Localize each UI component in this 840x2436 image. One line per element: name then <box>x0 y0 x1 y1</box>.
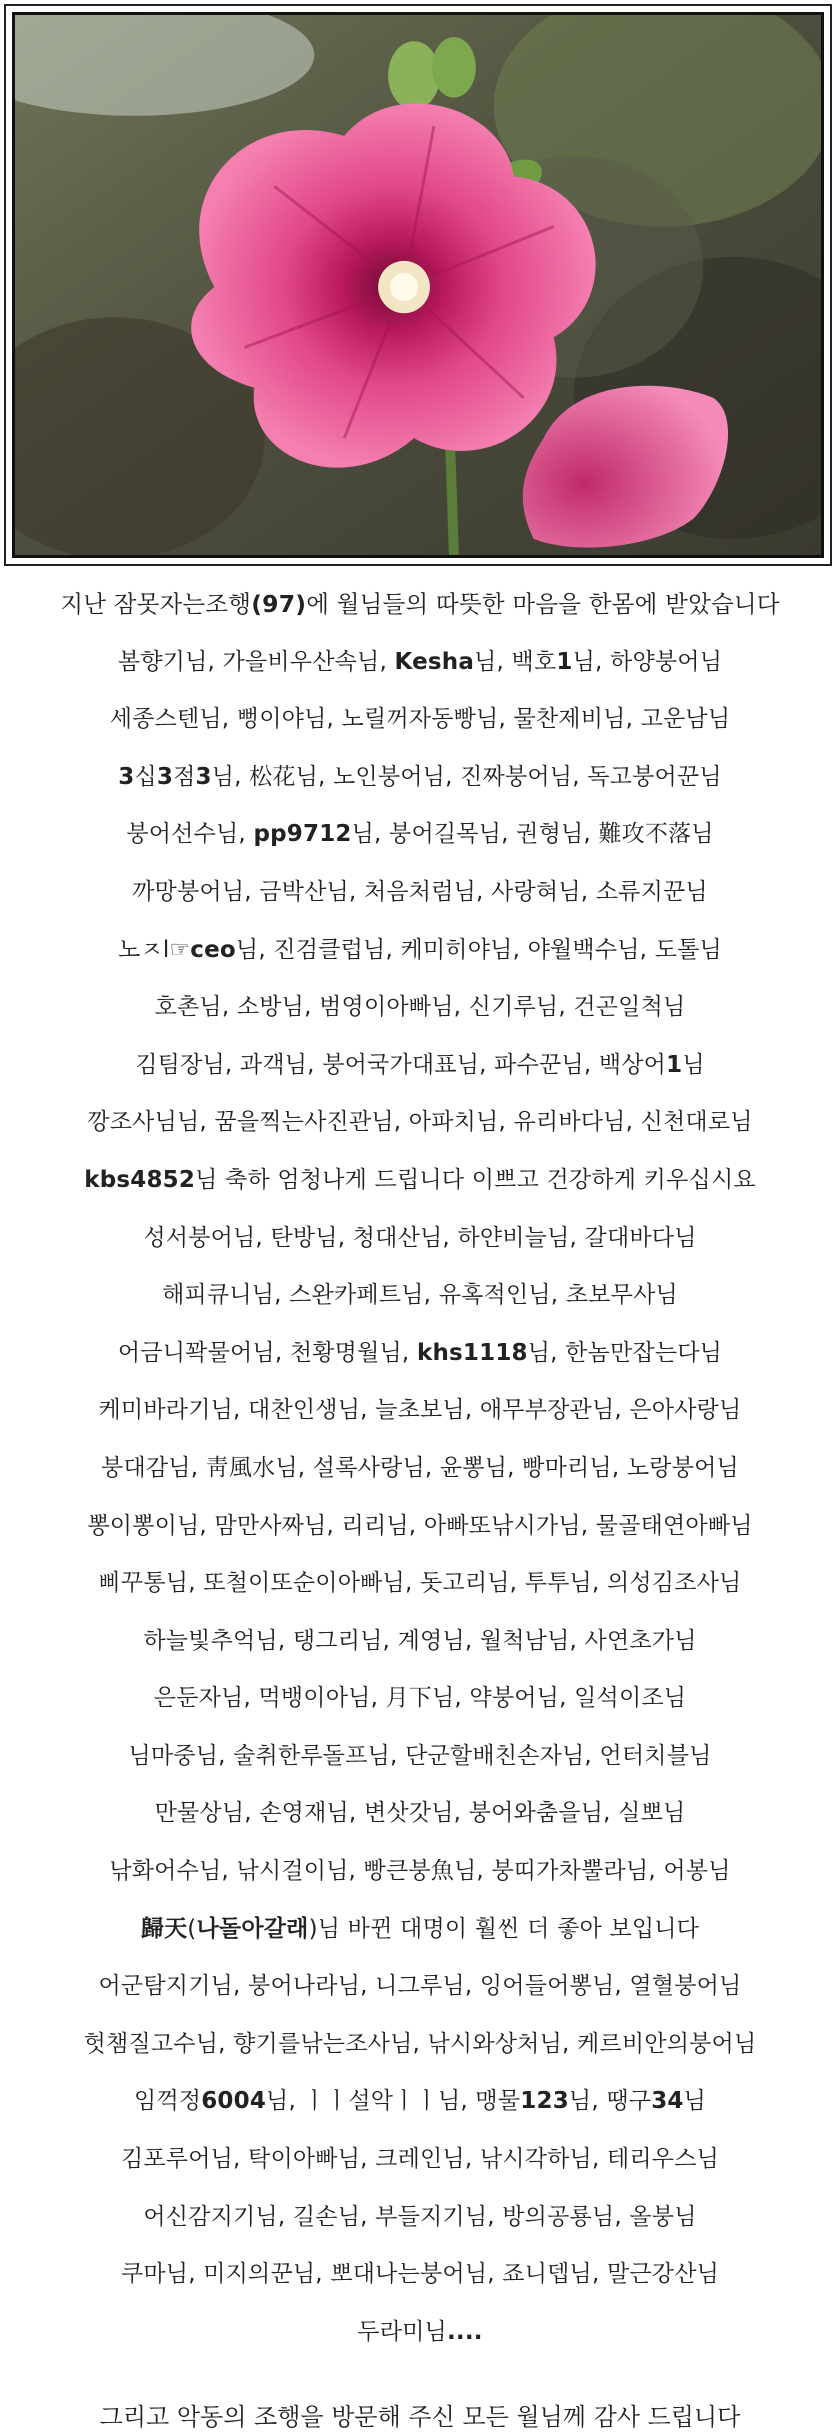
member-line <box>0 1037 840 1095</box>
member-line <box>0 979 840 1037</box>
closing-line: 그리고 악동의 조행을 방문해 주신 모든 월님께 감사 드립니다 <box>99 2403 741 2431</box>
text-segment: 해피큐니님, 스완카페트님, 유혹적인님, 초보무사님 <box>162 1282 678 1309</box>
member-line <box>0 2073 840 2131</box>
text-segment: 두라미님 <box>357 2318 447 2345</box>
text-segment: ceo <box>190 936 236 963</box>
text-segment: 3 <box>118 763 135 790</box>
text-segment: 님, 땡구 <box>568 2088 652 2115</box>
member-line <box>0 2246 840 2304</box>
member-line <box>0 1498 840 1556</box>
text-segment: 님, 하양붕어님 <box>572 648 723 675</box>
text-segment: 임꺽정 <box>133 2088 202 2115</box>
text-segment: 깡조사님님, 꿈을찍는사진관님, 아파치님, 유리바다님, 신천대로님 <box>87 1109 753 1136</box>
text-segment: 님 <box>683 2088 707 2115</box>
text-segment: 6004 <box>201 2088 267 2115</box>
text-segment: 3 <box>195 763 212 790</box>
member-line <box>0 1440 840 1498</box>
text-segment: 낚화어수님, 낚시걸이님, 빵큰붕魚님, 붕띠가차뿔라님, 어봉님 <box>109 1858 731 1885</box>
text-segment: 호촌님, 소방님, 범영이아빠님, 신기루님, 건곤일척님 <box>154 994 686 1021</box>
text-segment: 어군탐지기님, 붕어나라님, 니그루님, 잉어들어뽕님, 열혈붕어님 <box>98 1973 742 2000</box>
member-line <box>0 1555 840 1613</box>
text-segment: 까망붕어님, 금박산님, 처음처럼님, 사랑혀님, 소류지꾼님 <box>132 878 708 905</box>
member-line <box>0 1785 840 1843</box>
member-line <box>0 2189 840 2247</box>
member-line <box>0 864 840 922</box>
text-segment: 歸天 <box>140 1915 188 1942</box>
text-segment: 님, 붕어길목님, 권형님, 難攻不落님 <box>351 821 714 848</box>
text-segment: 어신감지기님, 길손님, 부들지기님, 방의공룡님, 올붕님 <box>143 2203 697 2230</box>
text-segment: )님 바뀐 대명이 훨씬 더 좋아 보입니다 <box>308 1915 700 1942</box>
member-line <box>0 1094 840 1152</box>
text-segment: 34 <box>651 2088 684 2115</box>
member-line <box>0 806 840 864</box>
member-line <box>0 1382 840 1440</box>
text-segment: Kesha <box>394 648 475 675</box>
member-line <box>0 1325 840 1383</box>
member-line <box>0 1613 840 1671</box>
member-list <box>0 634 840 2362</box>
text-segment: 님 축하 엄청나게 드립니다 이쁘고 건강하게 키우십시요 <box>195 1166 756 1193</box>
text-segment: 십 <box>134 763 157 790</box>
text-segment: 1 <box>666 1051 683 1078</box>
member-line <box>0 922 840 980</box>
text-segment: 3 <box>156 763 174 790</box>
text-segment: 세종스텐님, 뻥이야님, 노릴꺼자동빵님, 물찬제비님, 고운남님 <box>109 706 731 733</box>
text-segment: 만물상님, 손영재님, 변삿갓님, 붕어와춤을님, 실뽀님 <box>154 1800 686 1827</box>
text-segment: 지난 잠못자는조행 <box>60 590 252 618</box>
text-segment: 님, 한놈만잡는다님 <box>527 1339 723 1366</box>
text-segment: 님, 松花님, 노인붕어님, 진짜붕어님, 독고붕어꾼님 <box>211 763 722 790</box>
photo-frame <box>4 4 832 566</box>
text-segment: kbs4852 <box>84 1166 196 1193</box>
text-segment: 123 <box>520 2088 569 2115</box>
text-segment: (97) <box>251 590 307 618</box>
member-line <box>0 2131 840 2189</box>
member-line <box>0 749 840 807</box>
text-segment: 봄향기님, 가을비우산속님, <box>117 648 395 675</box>
text-segment: 은둔자님, 먹뱅이아님, 月下님, 약붕어님, 일석이조님 <box>153 1685 687 1712</box>
text-segment: .... <box>446 2318 483 2345</box>
text-segment: 케미바라기님, 대찬인생님, 늘초보님, 애무부장관님, 은아사랑님 <box>98 1397 742 1424</box>
text-segment: 김포루어님, 탁이아빠님, 크레인님, 낚시각하님, 테리우스님 <box>120 2146 720 2173</box>
text-segment: 노ㅈl☞ <box>118 936 191 963</box>
text-segment: 님, ㅣㅣ설악ㅣㅣ님, 맹물 <box>266 2088 521 2115</box>
member-line <box>0 634 840 692</box>
text-segment: 점 <box>173 763 196 790</box>
member-line <box>0 1843 840 1901</box>
text-segment: 나돌아갈래 <box>196 1915 309 1942</box>
member-line <box>0 1670 840 1728</box>
hollyhock-photo <box>12 12 824 558</box>
member-line <box>0 1901 840 1959</box>
text-segment: 님마중님, 술취한루돌프님, 단군할배친손자님, 언터치블님 <box>128 1742 712 1769</box>
intro-line <box>0 576 840 634</box>
text-segment: 붕어선수님, <box>126 821 254 848</box>
member-line <box>0 691 840 749</box>
thank-you-text <box>0 576 840 2361</box>
member-line <box>0 1210 840 1268</box>
member-line <box>0 1267 840 1325</box>
text-segment: 님, 진검클럽님, 케미히야님, 야월백수님, 도톨님 <box>235 936 722 963</box>
text-segment: 붕대감님, 靑風水님, 설록사랑님, 윤뽕님, 빵마리님, 노랑붕어님 <box>101 1454 739 1481</box>
text-segment: 님, 백호 <box>474 648 557 675</box>
text-segment: 김팀장님, 과객님, 붕어국가대표님, 파수꾼님, 백상어 <box>135 1051 667 1078</box>
text-segment: 성서붕어님, 탄방님, 청대산님, 하얀비늘님, 갈대바다님 <box>143 1224 697 1251</box>
member-line <box>0 2304 840 2362</box>
text-segment: 에 월님들의 따뜻한 마음을 한몸에 받았습니다 <box>306 590 780 618</box>
text-segment: 님 <box>682 1051 705 1078</box>
text-segment: 1 <box>556 648 573 675</box>
text-segment: 쿠마님, 미지의꾼님, 뽀대나는붕어님, 죠니뎁님, 말근강산님 <box>120 2261 720 2288</box>
text-segment: 뽕이뽕이님, 맘만사짜님, 리리님, 아빠또낚시가님, 물골태연아빠님 <box>87 1512 753 1539</box>
member-line <box>0 1958 840 2016</box>
text-segment: 어금니꽉물어님, 천황명월님, <box>117 1339 417 1366</box>
member-line <box>0 1152 840 1210</box>
text-segment: 삐꾸통님, 또철이또순이아빠님, 돗고리님, 투투님, 의성김조사님 <box>98 1570 742 1597</box>
text-segment: 헛챔질고수님, 향기를낚는조사님, 낚시와상처님, 케르비안의붕어님 <box>83 2030 757 2057</box>
text-segment: pp9712 <box>253 821 352 848</box>
member-line <box>0 1728 840 1786</box>
text-segment: ( <box>187 1915 197 1942</box>
text-segment: 하늘빛추억님, 탱그리님, 계영님, 월척남님, 사연초가님 <box>143 1627 697 1654</box>
member-line <box>0 2016 840 2074</box>
text-segment: khs1118 <box>416 1339 528 1366</box>
